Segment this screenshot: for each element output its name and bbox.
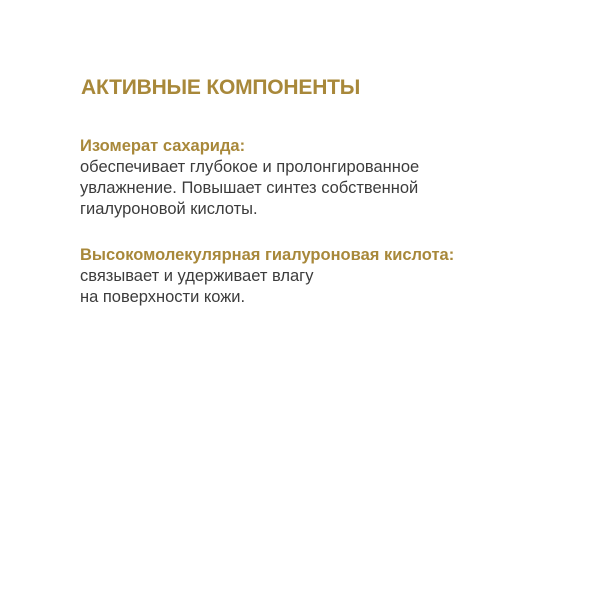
component-description-line: связывает и удерживает влагу xyxy=(80,267,314,285)
component-description-line: увлажнение. Повышает синтез собственной xyxy=(80,179,419,197)
component-description-line: обеспечивает глубокое и пролонгированное xyxy=(80,158,420,176)
component-section-saccharide-isomerate xyxy=(80,136,540,220)
component-title: Высокомолекулярная гиалуроновая кислота: xyxy=(80,246,455,264)
component-title: Изомерат сахарида: xyxy=(80,137,246,155)
page-title: АКТИВНЫЕ КОМПОНЕНТЫ xyxy=(81,76,361,99)
component-description-line: гиалуроновой кислоты. xyxy=(80,200,258,218)
component-section-hyaluronic-acid xyxy=(80,245,540,308)
component-description-line: на поверхности кожи. xyxy=(80,288,246,306)
